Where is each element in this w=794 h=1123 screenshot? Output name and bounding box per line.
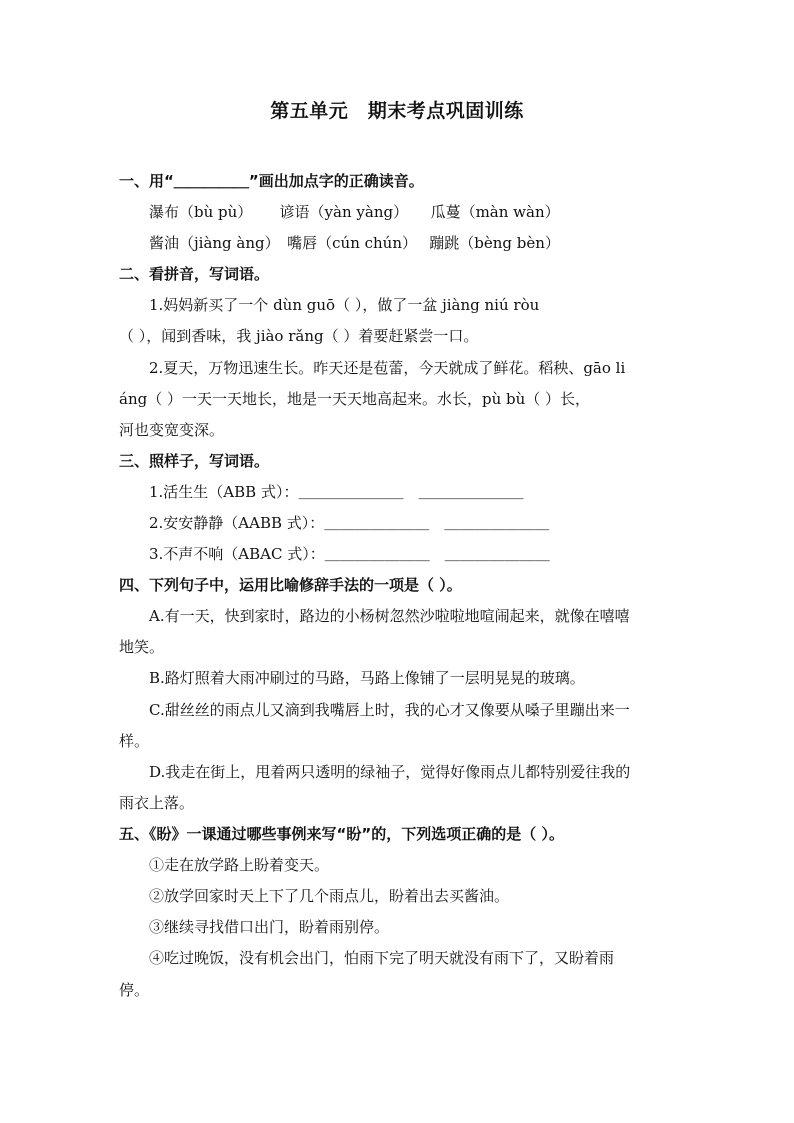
- q5-option-2: ②放学回家时天上下了几个雨点儿，盼着出去买酱油。: [149, 887, 510, 905]
- q5-heading: 五、《盼》一课通过哪些事例来写“盼”的，下列选项正确的是（ ）。: [119, 825, 564, 843]
- q2-line-2: （ ），闻到香味，我 jiào rǎng（ ）着要赶紧尝一口。: [119, 327, 479, 345]
- q4-option-d-line-1: D.我走在街上，甩着两只透明的绿袖子，觉得好像雨点儿都特别爱往我的: [149, 763, 631, 781]
- q2-line-5: 河也变宽变深。: [119, 421, 225, 439]
- q5-option-3: ③继续寻找借口出门，盼着雨别停。: [149, 918, 390, 936]
- q2-line-3: 2.夏天，万物迅速生长。昨天还是苞蕾，今天就成了鲜花。稻秧、gāo li: [149, 359, 626, 377]
- q4-option-a-line-1: A.有一天，快到家时，路边的小杨树忽然沙啦啦地喧闹起来，就像在嘻嘻: [149, 607, 630, 625]
- q4-option-a-line-2: 地笑。: [119, 638, 165, 656]
- q3-heading: 三、照样子，写词语。: [119, 452, 270, 470]
- q3-line-2: 2.安安静静（AABB 式）：＿＿＿＿＿＿＿ ＿＿＿＿＿＿＿: [149, 514, 550, 532]
- q5-option-4-line-2: 停。: [119, 981, 150, 999]
- q4-option-c-line-1: C.甜丝丝的雨点儿又滴到我嘴唇上时，我的心才又像要从嗓子里蹦出来一: [149, 701, 630, 719]
- q5-option-1: ①走在放学路上盼着变天。: [149, 856, 330, 874]
- q1-row-1: 瀑布（bù pù） 谚语（yàn yàng） 瓜蔓（màn wàn）: [149, 203, 560, 221]
- q2-heading: 二、看拼音，写词语。: [119, 265, 270, 283]
- q4-option-d-line-2: 雨衣上落。: [119, 794, 195, 812]
- q1-row-2: 酱油（jiàng àng） 嘴唇（cún chún） 蹦跳（bèng bèn）: [149, 234, 560, 252]
- q5-option-4-line-1: ④吃过晚饭，没有机会出门，怕雨下完了明天就没有雨下了，又盼着雨: [149, 949, 615, 967]
- q3-line-1: 1.活生生（ABB 式）：＿＿＿＿＿＿＿ ＿＿＿＿＿＿＿: [149, 483, 524, 501]
- q3-line-3: 3.不声不响（ABAC 式）：＿＿＿＿＿＿＿ ＿＿＿＿＿＿＿: [149, 545, 550, 563]
- q2-line-1: 1.妈妈新买了一个 dùn guō（ ），做了一盆 jiàng niú ròu: [149, 296, 540, 314]
- q4-heading: 四、下列句子中，运用比喻修辞手法的一项是（ ）。: [119, 576, 462, 594]
- q4-option-c-line-2: 样。: [119, 732, 150, 750]
- q1-heading: 一、用“＿＿＿＿＿”画出加点字的正确读音。: [119, 172, 424, 190]
- q2-line-4: áng（ ）一天一天地长，地是一天天地高起来。水长，pù bù（ ）长，: [119, 390, 591, 408]
- page-title: 第五单元 期末考点巩固训练: [270, 100, 524, 122]
- q4-option-b: B.路灯照着大雨冲刷过的马路，马路上像铺了一层明晃晃的玻璃。: [149, 669, 585, 687]
